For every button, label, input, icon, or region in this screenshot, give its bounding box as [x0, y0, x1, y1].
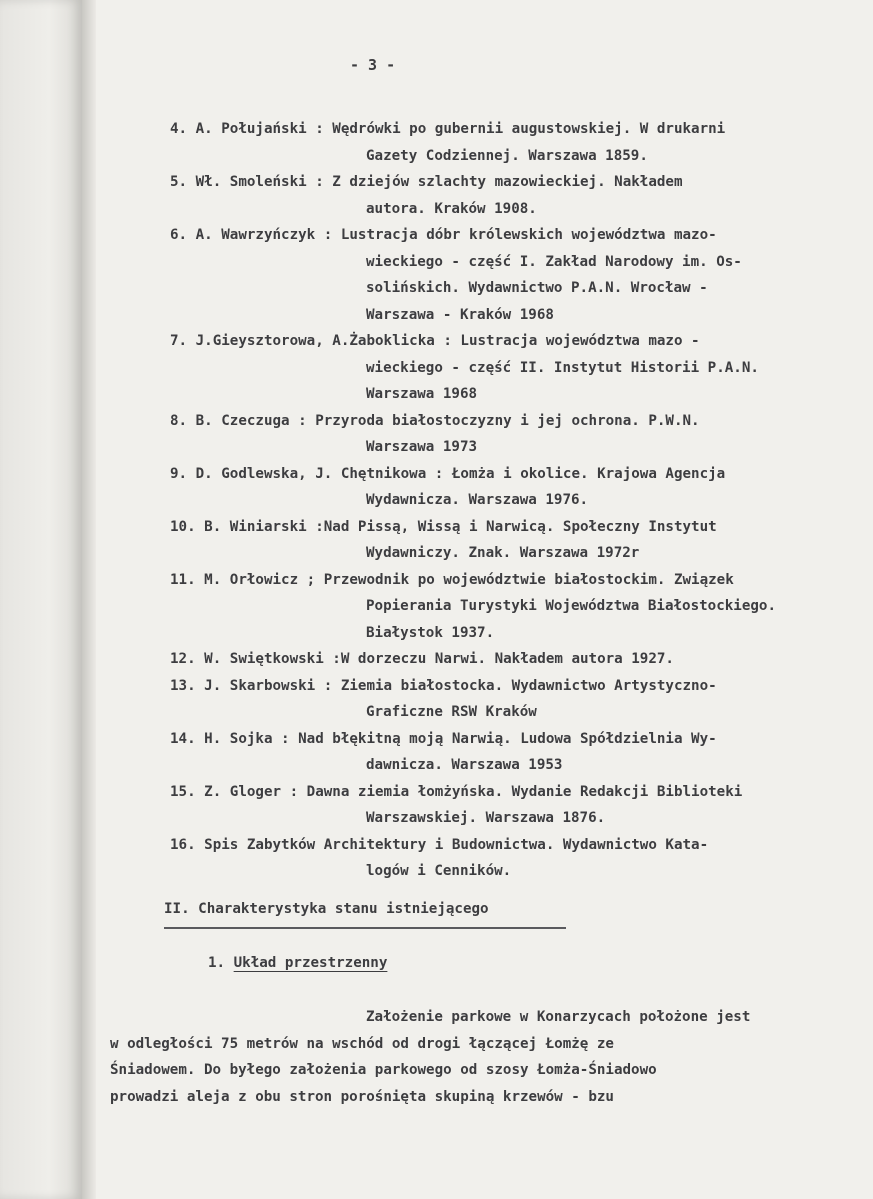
bibliography-entry — [170, 726, 870, 779]
bibliography-entry — [170, 673, 870, 726]
entry-text: Wł. Smoleński : Z dziejów szlachty mazowieckiej. Nakładem — [195, 174, 683, 190]
entry-number: 14. — [170, 730, 196, 747]
entry-text: B. Winiarski :Nad Pissą, Wissą i Narwicą. Społeczny Instytut — [204, 518, 717, 535]
entry-number: 12. — [170, 651, 196, 667]
section-title-underline — [164, 927, 566, 929]
entry-continuation-line: Graficzne RSW Kraków — [366, 704, 537, 720]
entry-text: M. Orłowicz ; Przewodnik po województwie białostockim. Związek — [204, 571, 734, 588]
entry-continuation-line: Gazety Codziennej. Warszawa 1859. — [366, 147, 648, 164]
entry-first-line — [170, 646, 870, 673]
entry-number: 9. — [170, 465, 188, 482]
entry-text: Z. Gloger : Dawna ziemia łomżyńska. Wydanie Redakcji Biblioteki — [204, 783, 743, 800]
paragraph-line: prowadzi aleja z obu stron porośnięta skupiną krzewów - bzu — [110, 1088, 614, 1105]
entry-continuation-line: Warszawskiej. Warszawa 1876. — [366, 810, 606, 826]
entry-continuation-line: solińskich. Wydawnictwo P.A.N. Wrocław - — [366, 280, 708, 296]
entry-text: J. Skarbowski : Ziemia białostocka. Wydawnictwo Artystyczno- — [204, 677, 717, 694]
entry-continuation-line: dawnicza. Warszawa 1953 — [366, 757, 563, 773]
entry-first-line — [170, 673, 870, 700]
entry-continuation-line: Wydawniczy. Znak. Warszawa 1972r — [366, 545, 640, 561]
entry-text: H. Sojka : Nad błękitną moją Narwią. Ludowa Spółdzielnia Wy- — [204, 730, 717, 747]
left-page-edge — [0, 0, 84, 1199]
body-paragraph — [110, 1004, 850, 1110]
entry-continuation-line: wieckiego - część I. Zakład Narodowy im. Os- — [366, 253, 742, 270]
bibliography-list — [170, 116, 870, 885]
entry-continuation-line: Białystok 1937. — [366, 624, 495, 641]
paragraph-line: w odległości 75 metrów na wschód od drogi łączącej Łomżę ze — [110, 1035, 614, 1052]
subsection-number: 1. — [208, 955, 226, 971]
entry-continuation-line: logów i Cenników. — [366, 863, 512, 879]
entry-continuation-line: wieckiego - część II. Instytut Historii P.A.N. — [366, 359, 759, 376]
bibliography-entry — [170, 328, 870, 408]
entry-number: 10. — [170, 518, 196, 535]
bibliography-entry — [170, 116, 870, 169]
entry-first-line — [170, 779, 870, 806]
entry-number: 13. — [170, 677, 196, 694]
bibliography-entry — [170, 461, 870, 514]
entry-first-line — [170, 169, 870, 196]
entry-text: D. Godlewska, J. Chętnikowa : Łomża i okolice. Krajowa Agencja — [195, 465, 726, 482]
bibliography-entry — [170, 222, 870, 328]
bibliography-entry — [170, 567, 870, 647]
entry-text: B. Czeczuga : Przyroda białostoczyzny i jej ochrona. P.W.N. — [195, 412, 700, 429]
entry-continuation-line: Wydawnicza. Warszawa 1976. — [366, 492, 589, 508]
section-title: II. Charakterystyka stanu istniejącego — [164, 901, 489, 917]
entry-text: W. Swiętkowski :W dorzeczu Narwi. Nakładem autora 1927. — [204, 651, 674, 667]
entry-first-line — [170, 116, 870, 143]
subsection-title: Układ przestrzenny — [233, 955, 388, 971]
entry-continuation-line: autora. Kraków 1908. — [366, 200, 537, 217]
bibliography-entry — [170, 646, 870, 673]
entry-first-line — [170, 567, 870, 594]
entry-text: A. Wawrzyńczyk : Lustracja dóbr królewskich województwa mazo- — [195, 227, 717, 243]
entry-continuation-line: Warszawa 1973 — [366, 439, 478, 455]
page-number: - 3 - — [350, 56, 396, 74]
bibliography-entry — [170, 169, 870, 222]
entry-number: 8. — [170, 412, 188, 429]
bibliography-entry — [170, 779, 870, 832]
subsection-heading — [208, 950, 387, 976]
paragraph-line: Śniadowem. Do byłego założenia parkowego od szosy Łomża-Śniadowo — [110, 1062, 657, 1078]
entry-text: A. Połujański : Wędrówki po gubernii augustowskiej. W drukarni — [195, 121, 726, 137]
entry-number: 15. — [170, 783, 196, 800]
entry-text: Spis Zabytków Architektury i Budownictwa. Wydawnictwo Kata- — [204, 836, 709, 853]
entry-number: 16. — [170, 836, 196, 853]
paragraph-line: Założenie parkowe w Konarzycach położone jest — [366, 1009, 751, 1025]
entry-number: 7. — [170, 333, 188, 349]
bibliography-entry — [170, 408, 870, 461]
entry-continuation-line: Popierania Turystyki Województwa Białostockiego. — [366, 598, 776, 614]
entry-number: 5. — [170, 174, 188, 190]
entry-first-line — [170, 514, 870, 541]
entry-first-line — [170, 222, 870, 249]
entry-number: 6. — [170, 227, 188, 243]
entry-text: J.Gieysztorowa, A.Żaboklicka : Lustracja województwa mazo - — [195, 333, 700, 349]
bibliography-entry — [170, 514, 870, 567]
entry-number: 11. — [170, 571, 196, 588]
entry-first-line — [170, 726, 870, 753]
document-page — [96, 0, 873, 1199]
entry-first-line — [170, 832, 870, 859]
entry-continuation-line: Warszawa - Kraków 1968 — [366, 306, 554, 323]
entry-first-line — [170, 461, 870, 488]
entry-number: 4. — [170, 121, 188, 137]
book-gutter — [82, 0, 96, 1199]
entry-first-line — [170, 408, 870, 435]
entry-continuation-line: Warszawa 1968 — [366, 386, 478, 402]
bibliography-entry — [170, 832, 870, 885]
entry-first-line — [170, 328, 870, 355]
